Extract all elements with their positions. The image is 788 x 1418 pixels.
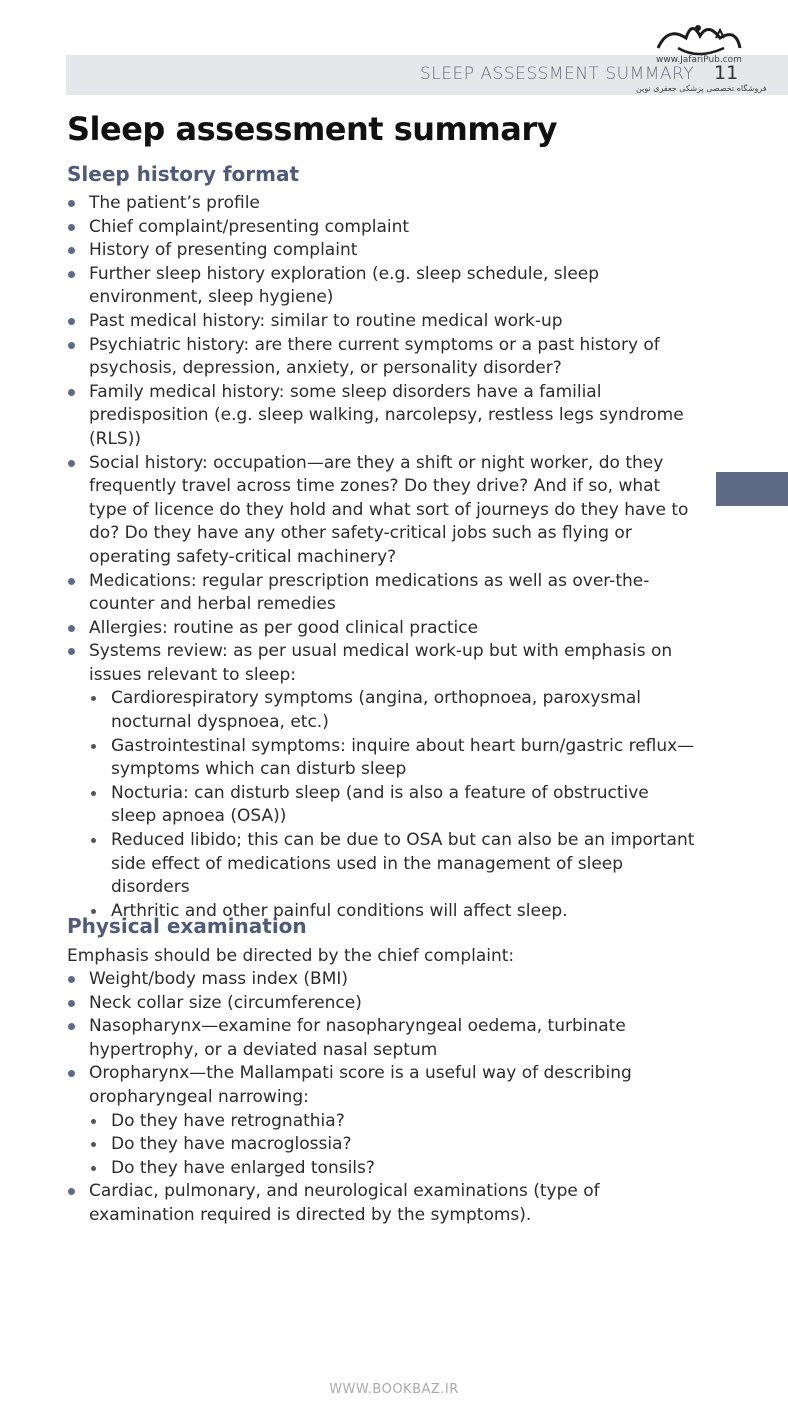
list-item-oropharynx	[67, 1062, 699, 1180]
logo-tagline: فروشگاه تخصصی پزشکی جعفری نوین	[636, 84, 767, 93]
list-item: Social history: occupation—are they a shift or night worker, do they frequently travel across time zones? Do they drive? And if so, what type of licence do they hold and what sort of journeys do they have to do? Do they have any other safety-critical jobs such as flying or operating safety-critical machinery?	[67, 452, 699, 570]
sublist-item: Do they have enlarged tonsils?	[89, 1157, 699, 1181]
section-heading-history: Sleep history format	[67, 162, 300, 186]
logo-url: www.JafariPub.com	[656, 55, 742, 65]
list-item-text: Systems review: as per usual medical work-up but with emphasis on issues relevant to sleep:	[89, 641, 673, 685]
list-item: Cardiac, pulmonary, and neurological examinations (type of examination required is directed by the symptoms).	[67, 1180, 699, 1227]
history-list	[67, 192, 699, 923]
exam-intro: Emphasis should be directed by the chief complaint:	[67, 946, 515, 966]
running-head: SLEEP ASSESSMENT SUMMARY	[420, 64, 695, 84]
footer-url: WWW.BOOKBAZ.IR	[329, 1382, 459, 1397]
list-item: Past medical history: similar to routine medical work-up	[67, 310, 699, 334]
sublist-item: Arthritic and other painful conditions will affect sleep.	[89, 900, 699, 924]
list-item: History of presenting complaint	[67, 239, 699, 263]
list-item: Chief complaint/presenting complaint	[67, 216, 699, 240]
list-item: Nasopharynx—examine for nasopharyngeal oedema, turbinate hypertrophy, or a deviated nasal septum	[67, 1015, 699, 1062]
sublist-item: Do they have retrognathia?	[89, 1110, 699, 1134]
page-number: 11	[714, 62, 739, 84]
list-item-systems-review	[67, 640, 699, 923]
sublist-item: Nocturia: can disturb sleep (and is also a feature of obstructive sleep apnoea (OSA))	[89, 782, 699, 829]
chapter-thumb-tab	[716, 472, 788, 506]
list-item: Allergies: routine as per good clinical practice	[67, 617, 699, 641]
list-item: Neck collar size (circumference)	[67, 992, 699, 1016]
list-item: Family medical history: some sleep disorders have a familial predisposition (e.g. sleep walking, narcolepsy, restless legs syndrome (RLS))	[67, 381, 699, 452]
list-item: Psychiatric history: are there current symptoms or a past history of psychosis, depression, anxiety, or personality disorder?	[67, 334, 699, 381]
list-item: Further sleep history exploration (e.g. sleep schedule, sleep environment, sleep hygiene)	[67, 263, 699, 310]
list-item-text: Oropharynx—the Mallampati score is a useful way of describing oropharyngeal narrowing:	[89, 1063, 632, 1107]
sublist-item: Gastrointestinal symptoms: inquire about heart burn/gastric reflux—symptoms which can disturb sleep	[89, 735, 699, 782]
publisher-logo	[628, 8, 768, 94]
list-item: The patient’s profile	[67, 192, 699, 216]
sublist-item: Do they have macroglossia?	[89, 1133, 699, 1157]
systems-sublist	[89, 687, 699, 923]
list-item: Weight/body mass index (BMI)	[67, 968, 699, 992]
sublist-item: Reduced libido; this can be due to OSA but can also be an important side effect of medications used in the management of sleep disorders	[89, 829, 699, 900]
sublist-item: Cardiorespiratory symptoms (angina, orthopnoea, paroxysmal nocturnal dyspnoea, etc.)	[89, 687, 699, 734]
exam-list	[67, 968, 699, 1228]
section-heading-exam: Physical examination	[67, 914, 307, 938]
list-item: Medications: regular prescription medications as well as over-the-counter and herbal remedies	[67, 570, 699, 617]
oropharynx-sublist	[89, 1110, 699, 1181]
page-title: Sleep assessment summary	[67, 110, 557, 148]
